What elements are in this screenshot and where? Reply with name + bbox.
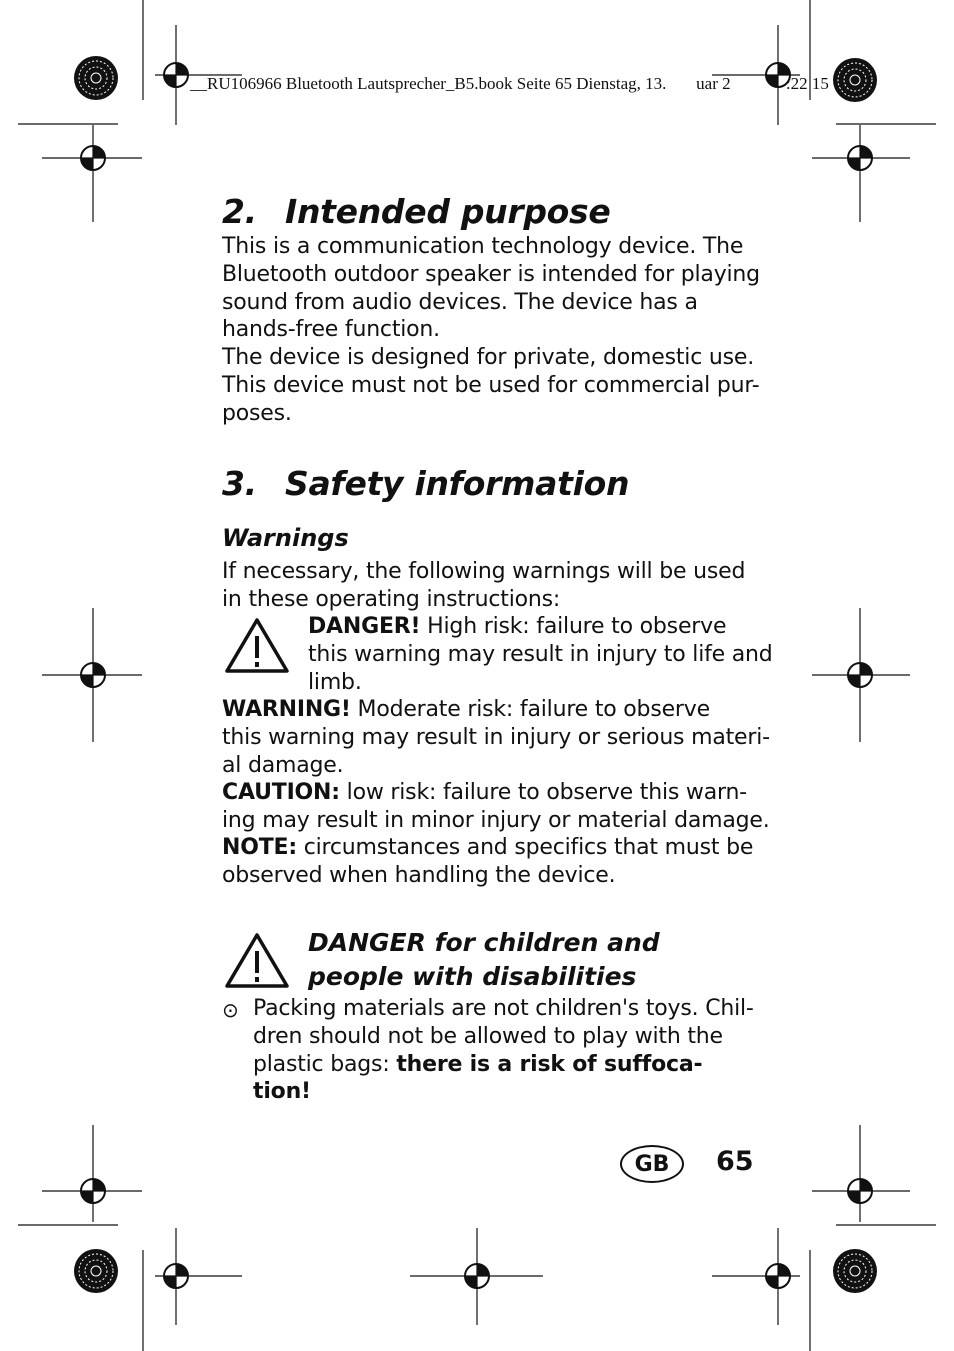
danger-label: DANGER! bbox=[308, 614, 421, 639]
caution-definition bbox=[222, 779, 770, 835]
text-line: Bluetooth outdoor speaker is intended for playing bbox=[222, 261, 760, 287]
text-line: low risk: failure to observe this warn- bbox=[339, 780, 747, 805]
suffocation-warning-end: tion! bbox=[253, 1079, 311, 1105]
text-line: ing may result in minor injury or material damage. bbox=[222, 807, 770, 833]
warning-definition bbox=[222, 696, 770, 779]
note-label: NOTE: bbox=[222, 835, 297, 860]
text-line: this warning may result in injury or serious materi- bbox=[222, 724, 770, 750]
section-2-title: Intended purpose bbox=[285, 192, 611, 231]
text-line: High risk: failure to observe bbox=[420, 614, 727, 639]
text-line: hands-free function. bbox=[222, 317, 440, 343]
text-line: limb. bbox=[308, 669, 362, 695]
bullet-icon: ⊙ bbox=[222, 998, 239, 1022]
page-number: 65 bbox=[716, 1146, 754, 1177]
note-definition bbox=[222, 834, 753, 890]
section-2-body bbox=[222, 233, 760, 428]
heading-line: DANGER for children and bbox=[308, 928, 660, 957]
warnings-subheading: Warnings bbox=[222, 524, 349, 552]
section-3-heading bbox=[222, 464, 629, 503]
language-badge bbox=[620, 1145, 684, 1183]
suffocation-warning: there is a risk of suffoca- bbox=[396, 1051, 703, 1077]
section-3-title: Safety information bbox=[285, 464, 630, 503]
text-line: sound from audio devices. The device has a bbox=[222, 289, 698, 315]
text-line: dren should not be allowed to play with the bbox=[253, 1023, 723, 1049]
warning-label: WARNING! bbox=[222, 697, 351, 722]
text-line: plastic bags: bbox=[253, 1051, 397, 1077]
heading-line: people with disabilities bbox=[308, 962, 637, 991]
caution-label: CAUTION: bbox=[222, 780, 340, 805]
text-line: Moderate risk: failure to observe bbox=[350, 697, 710, 722]
danger-children-heading bbox=[308, 926, 660, 994]
bullet-list-item bbox=[253, 995, 754, 1106]
warning-triangle-icon bbox=[224, 616, 290, 674]
section-2-number: 2. bbox=[222, 192, 257, 231]
section-2-heading bbox=[222, 192, 610, 231]
text-line: The device is designed for private, domestic use. bbox=[222, 345, 755, 371]
text-line: Packing materials are not children's toys. Chil- bbox=[253, 996, 754, 1021]
text-line: poses. bbox=[222, 400, 292, 426]
text-line: in these operating instructions: bbox=[222, 586, 561, 612]
warning-triangle-icon bbox=[224, 931, 290, 989]
warnings-intro bbox=[222, 558, 745, 614]
text-line: This is a communication technology device. The bbox=[222, 234, 744, 259]
print-header-line: __RU106966 Bluetooth Lautsprecher_B5.book Seite 65 Dienstag, 13. uar 2 :22 15 bbox=[190, 74, 829, 93]
text-line: If necessary, the following warnings will be used bbox=[222, 559, 746, 584]
danger-definition bbox=[308, 613, 773, 696]
text-line: observed when handling the device. bbox=[222, 862, 616, 888]
section-3-number: 3. bbox=[222, 464, 257, 503]
language-code: GB bbox=[634, 1151, 670, 1177]
text-line: circumstances and specifics that must be bbox=[296, 835, 754, 860]
text-line: This device must not be used for commercial pur- bbox=[222, 372, 760, 398]
text-line: this warning may result in injury to life and bbox=[308, 641, 773, 667]
text-line: al damage. bbox=[222, 752, 344, 778]
